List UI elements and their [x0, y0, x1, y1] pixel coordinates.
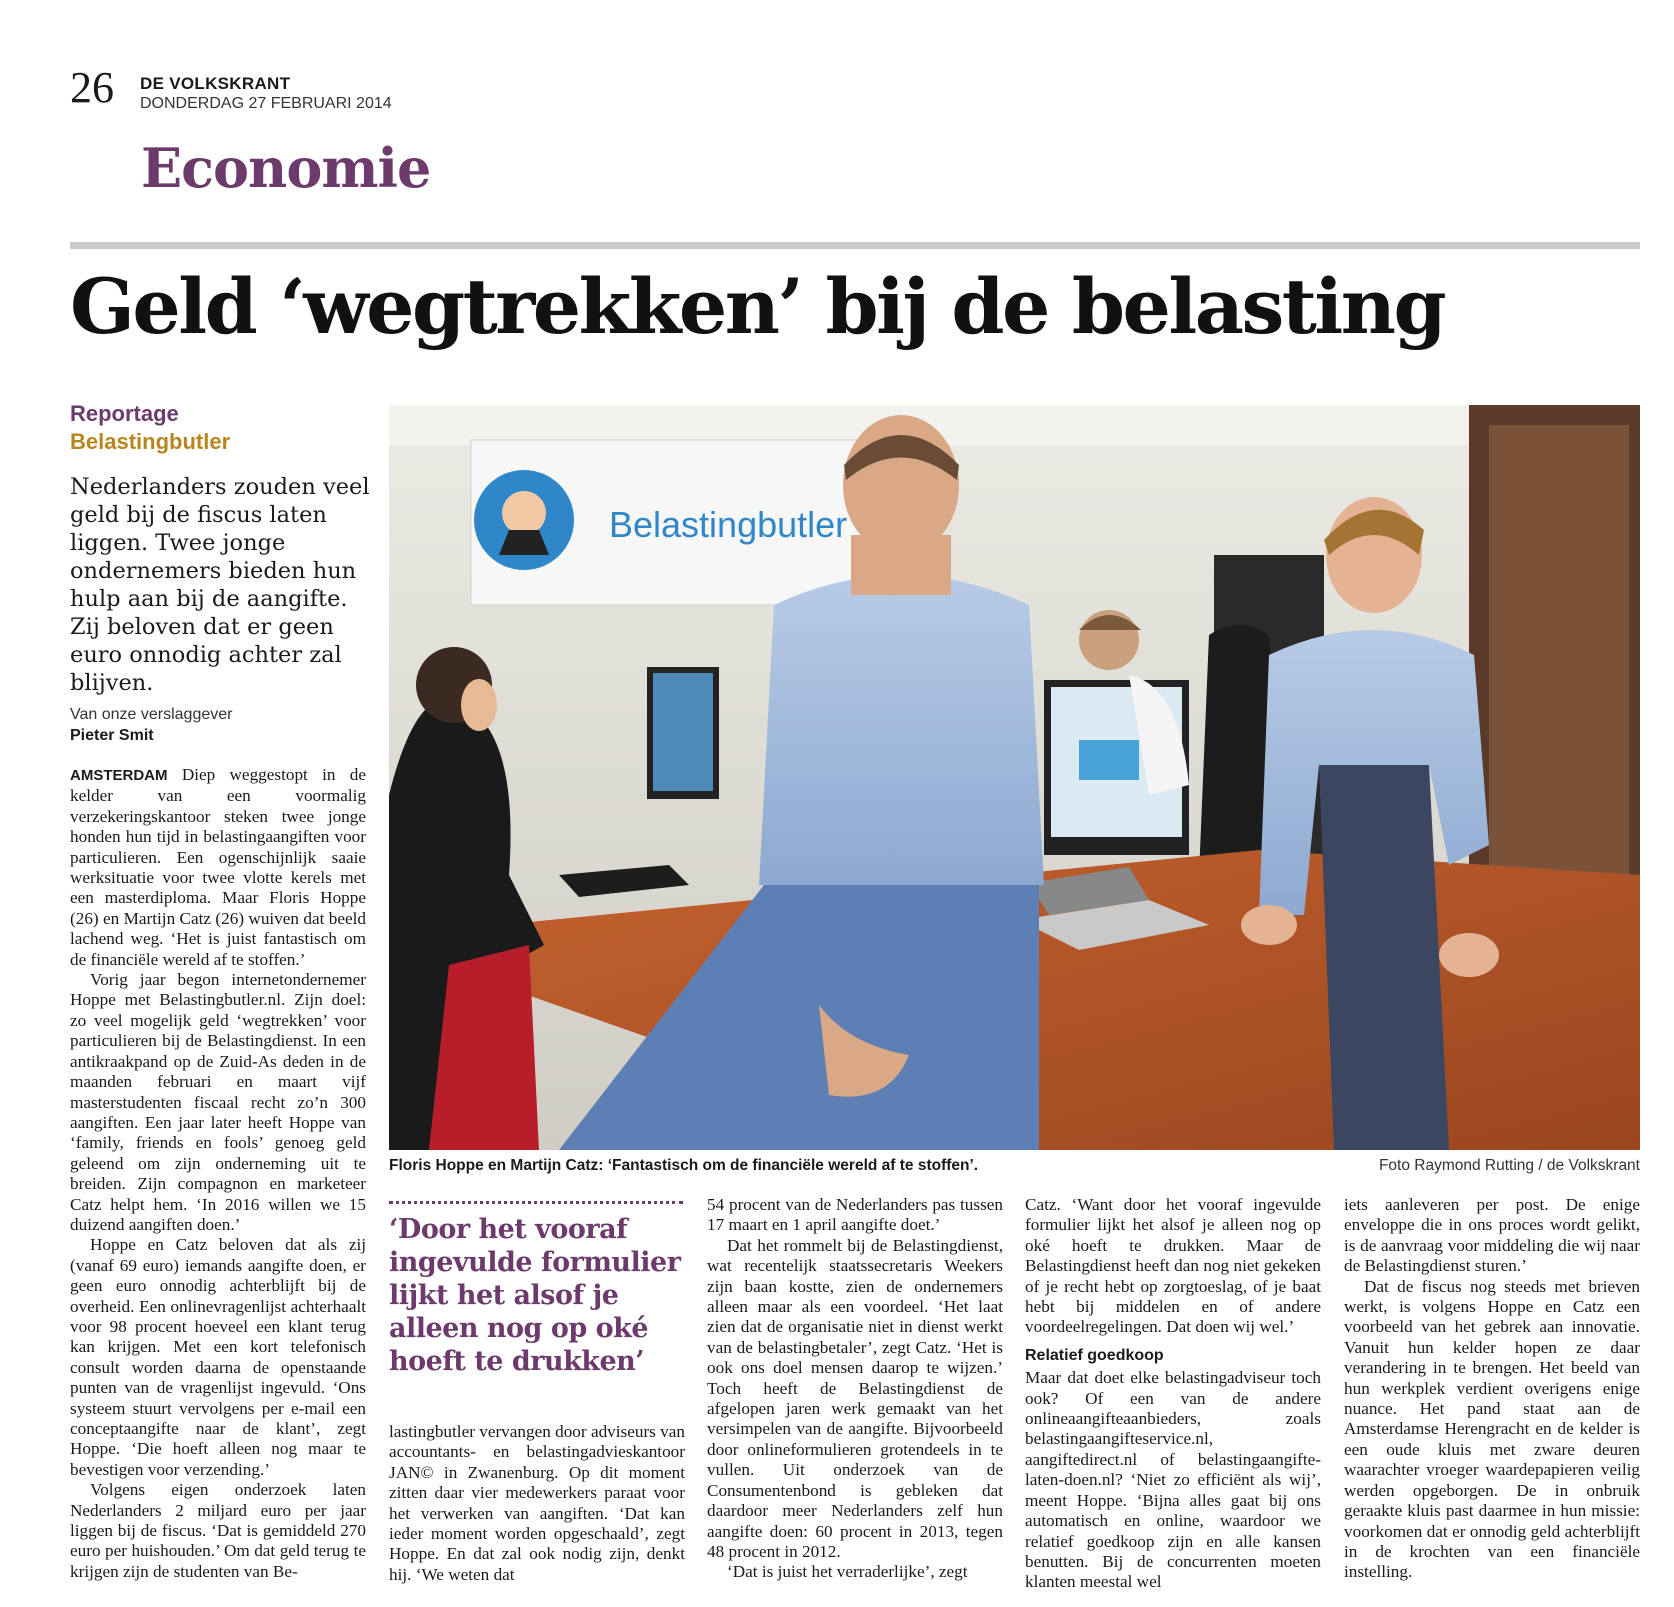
- office-scene-illustration: [389, 405, 1640, 1150]
- byline-intro: Van onze verslaggever: [70, 706, 233, 723]
- lead-paragraph: Nederlanders zouden veel geld bij de fiscus laten liggen. Twee jonge ondernemers bieden hun hulp aan bij de aangifte. Zij beloven dat er geen euro onnodig achter zal blijven.: [70, 474, 370, 696]
- newspaper-name: DE VOLKSKRANT: [140, 74, 291, 93]
- article-column-3: [707, 1195, 1003, 1583]
- article-column-2: [389, 1422, 685, 1585]
- article-column-4: [1025, 1195, 1321, 1593]
- article-column-5: [1344, 1195, 1640, 1583]
- paragraph: 54 procent van de Nederlanders pas tussen 17 maart en 1 april aangifte doet.’: [707, 1195, 1003, 1235]
- sign-text: Belastingbutler: [609, 504, 848, 545]
- paragraph: AMSTERDAM Diep weggestopt in de kelder van een voormalig verzekeringskantoor steken twee jonge honden hun tijd in belastingaangiften voor particulieren. Een ogenschijnlijk saaie werksituatie voor twee vlotte kerels met een masterdiploma. Maar Floris Hoppe (26) en Martijn Catz (26) wuiven dat beeld lachend weg. ‘Het is juist fantastisch om de financiële wereld af te stoffen.’: [70, 765, 366, 969]
- pullquote-divider: [389, 1201, 683, 1204]
- paragraph: ‘Dat is juist het verraderlijke’, zegt: [727, 1562, 968, 1582]
- paragraph: Catz. ‘Want door het vooraf ingevulde formulier lijkt het alsof je alleen nog op oké hoeft te drukken. Maar de Belastingdienst heeft dan nog niet gekeken of je recht hebt op zorgtoeslag, of je baat hebt bij middelen en of andere voordeelregelingen. Dat doen wij wel.’: [1025, 1195, 1321, 1337]
- header-rule: [70, 242, 1640, 249]
- kicker-topic: Belastingbutler: [70, 429, 231, 454]
- kicker-type: Reportage: [70, 401, 179, 426]
- photo-credit: Foto Raymond Rutting / de Volkskrant: [1378, 1157, 1640, 1174]
- section-title: Economie: [141, 136, 431, 200]
- photo-caption: Floris Hoppe en Martijn Catz: ‘Fantastisch om de financiële wereld af te stoffen’.: [389, 1157, 979, 1174]
- paragraph: Vorig jaar begon internetondernemer Hoppe met Belastingbutler.nl. Zijn doel: zo veel mogelijk geld ‘wegtrekken’ voor particulieren bij de Belastingdienst. In een antikraakpand op de Zuid-As deden in de maanden februari en maart vijf masterstudenten fiscaal recht zo’n 300 aangiften. Een jaar later heeft Hoppe van ‘family, friends en fools’ genoeg geld geleend om zijn onderneming uit te breiden. Zijn compagnon en marketeer Catz helpt hem. ‘In 2016 willen we 15 duizend aangiften doen.’: [70, 970, 366, 1234]
- article-photo: [389, 405, 1640, 1150]
- paragraph: Maar dat doet elke belastingadviseur toch ook? Of een van de andere onlineaangifteaanbieders, zoals belastingaangifteservice.nl, aangiftedirect.nl of belastingaangifte-laten-doen.nl? ‘Niet zo efficiënt als wij’, meent Hoppe. ‘Bijna alles gaat bij ons automatisch en online, waardoor we relatief goedkoop zijn en alle kansen benutten. Bij de concurrenten moeten klanten meestal wel: [1025, 1368, 1321, 1592]
- subheading: Relatief goedkoop: [1025, 1346, 1164, 1364]
- article-column-1: [70, 765, 366, 1582]
- headline: Geld ‘wegtrekken’ bij de belasting: [70, 262, 1445, 351]
- paragraph: Dat de fiscus nog steeds met brieven werkt, is volgens Hoppe en Catz een voorbeeld van het gebrek aan innovatie. Vanuit hun kelder hopen ze daar verandering in te brengen. Het beeld van hun werkplek verdient overigens enige nuance. Het pand staat aan de Amsterdamse Herengracht en de kelder is een oude kluis met zware deuren waarachter vroeger waardepapieren veilig werden opgeborgen. De in onbruik geraakte kluis past daarmee in hun missie: voorkomen dat er onnodig geld achterblijft in de krochten van een financiële instelling.: [1344, 1276, 1640, 1582]
- paragraph: iets aanleveren per post. De enige enveloppe die in ons proces wordt gelikt, is de aanvraag voor middeling die wij naar de Belastingdienst sturen.’: [1344, 1195, 1640, 1276]
- page-number: 26: [70, 63, 114, 112]
- issue-date: DONDERDAG 27 FEBRUARI 2014: [140, 95, 392, 112]
- paragraph: lastingbutler vervangen door adviseurs van accountants- en belastingadvieskantoor JAN© in Zwanenburg. Op dit moment zitten daar vier medewerkers paraat voor het verwerken van aangiften. ‘Dat kan ieder moment worden opgeschaald’, zegt Hoppe. En dat zal ook nodig zijn, denkt hij. ‘We weten dat: [389, 1422, 685, 1584]
- paragraph: Dat het rommelt bij de Belastingdienst, wat recentelijk staatssecretaris Weekers zijn baan kostte, zien de ondernemers alleen maar als een voordeel. ‘Het laat zien dat de organisatie niet in dienst werkt van de belastingbetaler’, zegt Catz. ‘Het is ook ons doel mensen daarop te wijzen.’ Toch heeft de Belastingdienst de afgelopen jaren werk gemaakt van het versimpelen van de aangifte. Bijvoorbeeld door onlineformulieren grotendeels in te vullen. Uit onderzoek van de Consumentenbond is gebleken dat daardoor meer Nederlanders zelf hun aangifte doen: 60 procent in 2013, tegen 48 procent in 2012.: [707, 1235, 1003, 1561]
- paragraph: Hoppe en Catz beloven dat als zij (vanaf 69 euro) iemands aangifte doen, er geen euro onnodig achterblijft bij de overheid. Een onlinevragenlijst achterhaalt voor 98 procent hoeveel een klant terug kan krijgen. Met een kort telefonisch consult worden daarna de openstaande punten van de vragenlijst ingevuld. ‘Ons systeem stuurt vervolgens per e-mail een conceptaangifte naar de klant’, zegt Hoppe. ‘Die hoeft alleen nog maar te bevestigen voor verzending.’: [70, 1235, 366, 1479]
- paragraph: Volgens eigen onderzoek laten Nederlanders 2 miljard euro per jaar liggen bij de fiscus. ‘Dat is gemiddeld 270 euro per huishouden.’ Om dat geld terug te krijgen zijn de studenten van Be-: [70, 1480, 366, 1581]
- dateline: AMSTERDAM: [70, 767, 168, 784]
- byline-author: Pieter Smit: [70, 727, 154, 744]
- pull-quote: ‘Door het vooraf ingevulde formulier lijkt het alsof je alleen nog op oké hoeft te drukken’: [389, 1214, 681, 1377]
